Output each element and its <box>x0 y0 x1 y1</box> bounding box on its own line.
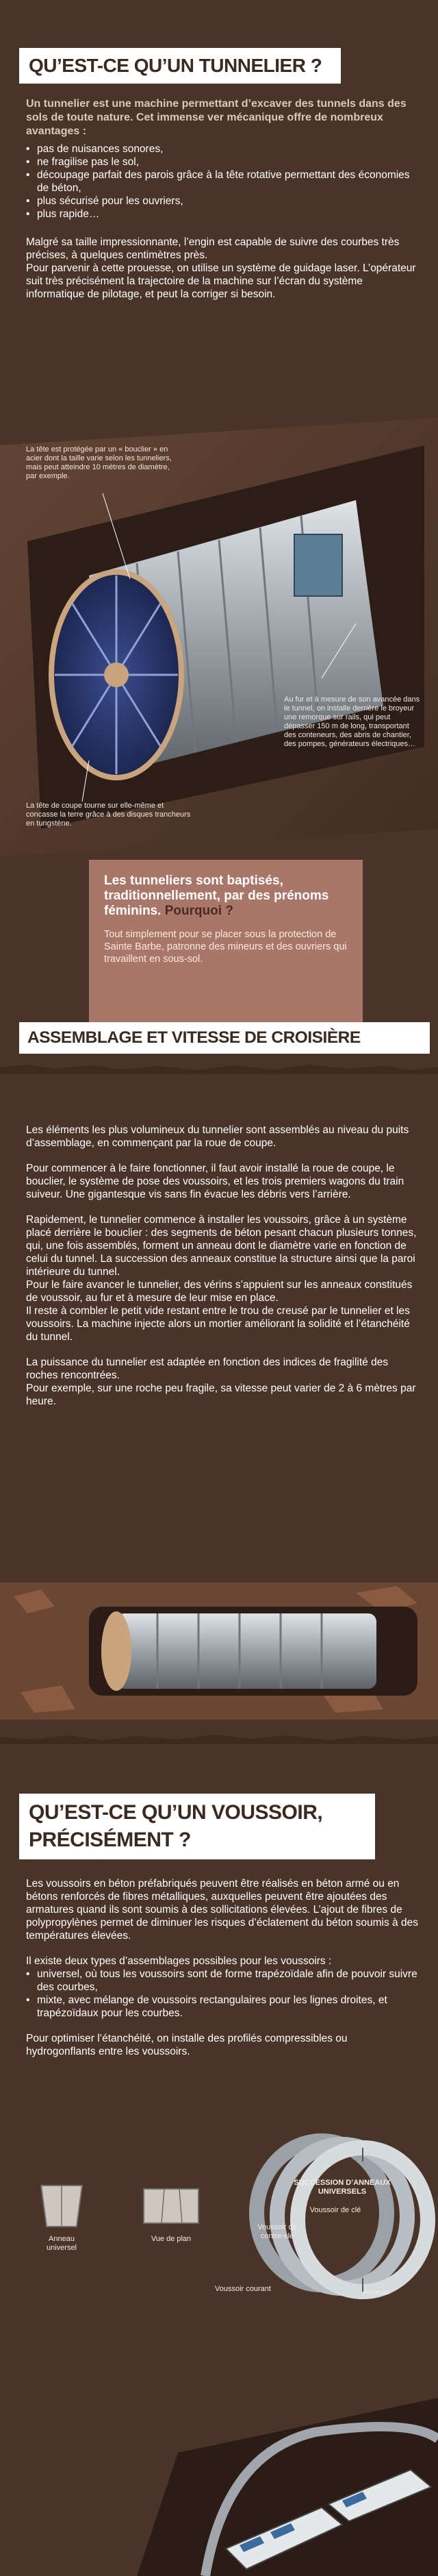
label-vue-de-plan: Vue de plan <box>151 2235 192 2243</box>
control-cabin <box>294 534 342 596</box>
paragraph: Pour parvenir à cette prouesse, on utilise un système de guidage laser. L’opérateur suit très précisément la trajectoire de la machine sur l’écran du système informatique de pilotage, et peut la corriger si besoin. <box>26 262 416 300</box>
tbm-cutter-head <box>101 1611 131 1691</box>
caption-trailer: Au fur et à mesure de son avancée dans le tunnel, on installe derrière le broyeur une remorque sur rails, qui peut dépasser 150 m de long, transportant des conteneurs, des abris de chantier, des pompes, générateurs électriques… <box>284 695 420 748</box>
vue-de-plan-icon <box>144 2189 198 2223</box>
intro-lead: Un tunnelier est une machine permettant d’excaver des tunnels dans des sols de toute nature. Cet immense ver mécanique offre de nombreux avantages : <box>26 98 407 137</box>
torn-divider <box>0 1063 438 1074</box>
paragraph: Pour le faire avancer le tunnelier, des vérins s’appuient sur les anneaux constitués de voussoir, au fur et à mesure de leur mise en place. <box>26 1279 413 1304</box>
section-title-tunnelier <box>19 48 341 84</box>
note-body: Tout simplement pour se placer sous la protection de Sainte Barbe, patronne des mineurs et des ouvriers qui travaillent en sous-sol. <box>104 929 347 965</box>
note-title <box>104 874 348 919</box>
intro-text-block <box>26 97 416 301</box>
list-item: • plus rapide… <box>26 208 416 221</box>
label-anneau-universel: Anneau universel <box>46 2235 77 2252</box>
section-title-line2: PRÉCISÉMENT ? <box>29 1829 191 1851</box>
tunnel-cross-section-illustration <box>0 1576 438 1726</box>
section-title-voussoir <box>19 1794 375 1859</box>
voussoir-text-block <box>26 1877 420 2058</box>
cutter-hub <box>104 662 129 687</box>
caption-cutter-head: La tête de coupe tourne sur elle-même et concasse la terre grâce à des disques trancheurs en tungstène. <box>26 802 191 828</box>
paragraph: Il reste à combler le petit vide restant entre le trou de creusé par le tunnelier et les voussoirs. La machine injecte alors un mortier améliorant la solidité et l’étanchéité du tunnel. <box>26 1305 410 1343</box>
note-title-main: Les tunneliers sont baptisés, traditionnellement, par des prénoms féminins. <box>104 874 329 918</box>
paragraph: Les éléments les plus volumineux du tunnelier sont assemblés au niveau du puits d’assemblage, en commençant par la roue de coupe. <box>26 1124 409 1149</box>
assembly-types-list <box>26 1968 420 2020</box>
list-item: • pas de nuisances sonores, <box>26 143 416 156</box>
list-item: • plus sécurisé pour les ouvriers, <box>26 195 416 208</box>
list-item: • ne fragilise pas le sol, <box>26 156 416 169</box>
caption-shield: La tête est protégée par un « bouclier » en acier dont la taille varie selon les tunneliers, mais peut atteindre 10 mètres de diamètre, par exemple. <box>26 445 172 480</box>
label-succession: SUCCESSION D’ANNEAUX UNIVERSELS <box>294 2179 391 2196</box>
section-title-assemblage <box>19 1022 430 1054</box>
paragraph: Pour exemple, sur une roche peu fragile, sa vitesse peut varier de 2 à 6 mètres par heure. <box>26 1383 416 1407</box>
label-voussoir-cle: Voussoir de clé <box>309 2206 361 2214</box>
tbm-body <box>116 1613 376 1689</box>
female-names-note <box>89 860 363 1031</box>
paragraph: Il existe deux types d’assemblages possibles pour les voussoirs : <box>26 1955 332 1967</box>
torn-divider <box>0 1733 438 1744</box>
list-item: • universel, où tous les voussoirs sont de forme trapézoïdale afin de pouvoir suivre des courbes, <box>26 1968 420 1994</box>
label-voussoir-courant: Voussoir courant <box>215 2285 271 2293</box>
label-voussoir-contre-cle: Voussoir de contre-clé <box>257 2223 297 2240</box>
assemblage-text-block <box>26 1124 420 1408</box>
note-title-question: Pourquoi ? <box>164 904 233 918</box>
section-title-text: ASSEMBLAGE ET VITESSE DE CROISIÈRE <box>27 1028 361 1047</box>
list-item: • découpage parfait des parois grâce à la tête rotative permettant des économies de béton, <box>26 169 416 195</box>
section-title-text: QU’EST-CE QU’UN TUNNELIER ? <box>29 55 322 76</box>
anneau-universel-icon <box>41 2185 82 2227</box>
paragraph: Pour optimiser l’étanchéité, on installe des profilés compressibles ou hydrogonflants entre les voussoirs. <box>26 2033 348 2057</box>
list-item: • mixte, avec mélange de voussoirs rectangulaires pour les lignes droites, et trapézoïdaux pour les courbes. <box>26 1994 420 2020</box>
paragraph: Rapidement, le tunnelier commence à installer les voussoirs, grâce à un système placé derrière le bouclier : des segments de béton pesant chacun plusieurs tonnes, qui, une fois assemblés, forment un anneau dont le diamètre varie en fonction de celui du tunnel. La succession des anneaux constitue la structure ainsi que la paroi intérieure du tunnel. <box>26 1214 417 1278</box>
label-anneau: Anneau <box>363 2288 389 2296</box>
paragraph: Pour commencer à le faire fonctionner, il faut avoir installé la roue de coupe, le bouclier, le système de pose des voussoirs, et les trois premiers wagons du train suiveur. Une gigantesque vis sans fin évacue les débris vers l’arrière. <box>26 1163 404 1200</box>
ring-succession <box>257 2141 428 2292</box>
paragraph: La puissance du tunnelier est adaptée en fonction des indices de fragilité des roches rencontrées. <box>26 1357 389 1381</box>
advantages-list <box>26 143 416 221</box>
tunnel-boring-machine-illustration <box>0 418 438 856</box>
paragraph: Malgré sa taille impressionnante, l’engin est capable de suivre des courbes très précises, à quelques centimètres près. <box>26 236 400 261</box>
paragraph: Les voussoirs en béton préfabriqués peuvent être réalisés en béton armé ou en bétons renforcés de fibres métalliques, auxquelles peuvent être ajoutées des armatures quand ils sont soumis à des sollicitations élevées. L’ajout de fibres de polypropylènes permet de diminuer les risques d’éclatement du béton soumis à des températures élevées. <box>26 1878 418 1942</box>
section-title-line1: QU’EST-CE QU’UN VOUSSOIR, <box>29 1801 323 1824</box>
